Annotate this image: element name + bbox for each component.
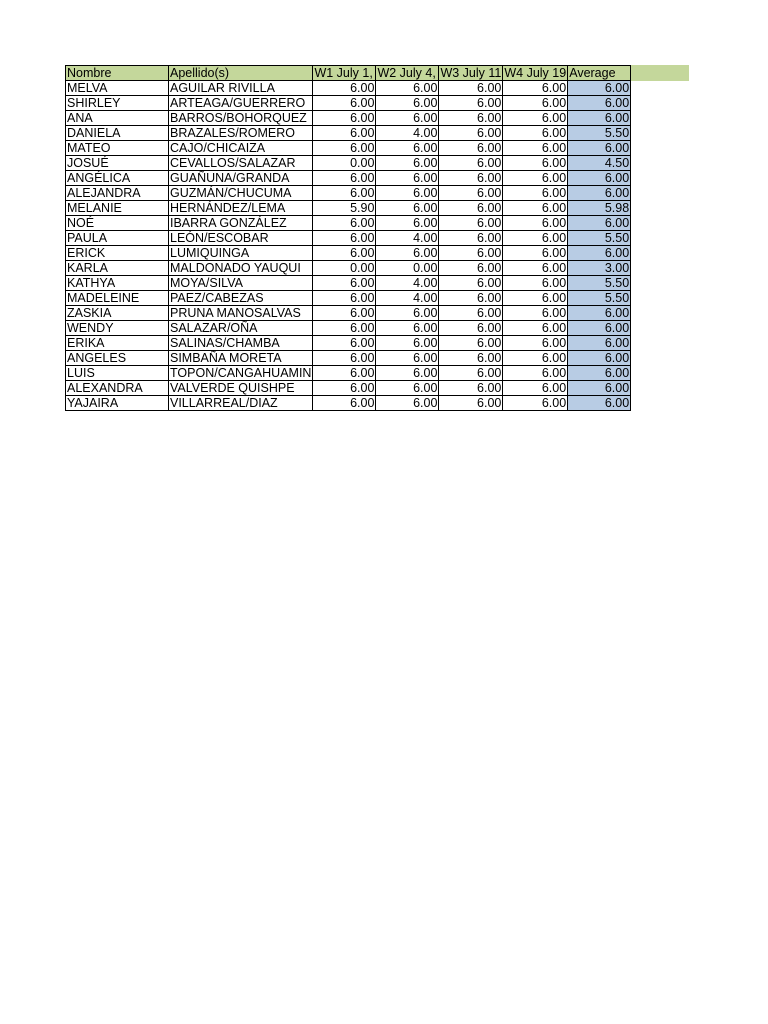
cell-w1[interactable]: 6.00 (313, 246, 376, 261)
cell-w1[interactable]: 6.00 (313, 321, 376, 336)
cell-w3[interactable]: 6.00 (439, 186, 503, 201)
cell-average[interactable]: 6.00 (568, 111, 631, 126)
cell-apellidos[interactable]: GUZMÁN/CHUCUMA (169, 186, 313, 201)
cell-average[interactable]: 5.50 (568, 231, 631, 246)
cell-nombre[interactable]: ANGELES (66, 351, 169, 366)
cell-w4[interactable]: 6.00 (503, 306, 568, 321)
cell-nombre[interactable]: PAULA (66, 231, 169, 246)
table-row (66, 216, 631, 231)
cell-w3[interactable]: 6.00 (439, 201, 503, 216)
cell-w4[interactable]: 6.00 (503, 381, 568, 396)
header-average[interactable]: Average (568, 66, 631, 81)
cell-average[interactable]: 6.00 (568, 141, 631, 156)
cell-average[interactable]: 6.00 (568, 96, 631, 111)
cell-w4[interactable]: 6.00 (503, 141, 568, 156)
cell-nombre[interactable]: ANA (66, 111, 169, 126)
cell-apellidos[interactable]: VALVERDE QUISHPE (169, 381, 313, 396)
cell-apellidos[interactable]: BARROS/BOHORQUEZ (169, 111, 313, 126)
cell-apellidos[interactable]: LEÓN/ESCOBAR (169, 231, 313, 246)
cell-w1[interactable]: 6.00 (313, 111, 376, 126)
table-row (66, 126, 631, 141)
cell-w4[interactable]: 6.00 (503, 396, 568, 411)
cell-nombre[interactable]: KARLA (66, 261, 169, 276)
cell-w1[interactable]: 6.00 (313, 351, 376, 366)
cell-w1[interactable]: 6.00 (313, 81, 376, 96)
cell-w1[interactable]: 6.00 (313, 96, 376, 111)
cell-w3[interactable]: 6.00 (439, 96, 503, 111)
table-row (66, 291, 631, 306)
cell-nombre[interactable]: WENDY (66, 321, 169, 336)
cell-w4[interactable]: 6.00 (503, 351, 568, 366)
cell-average[interactable]: 6.00 (568, 81, 631, 96)
cell-average[interactable]: 5.50 (568, 291, 631, 306)
cell-w1[interactable]: 5.90 (313, 201, 376, 216)
cell-apellidos[interactable]: AGUILAR RIVILLA (169, 81, 313, 96)
cell-w2[interactable]: 4.00 (376, 231, 439, 246)
cell-nombre[interactable]: MELANIE (66, 201, 169, 216)
cell-average[interactable]: 3.00 (568, 261, 631, 276)
cell-average[interactable]: 6.00 (568, 306, 631, 321)
header-nombre[interactable]: Nombre (66, 66, 169, 81)
cell-w4[interactable]: 6.00 (503, 231, 568, 246)
header-fill-extension (627, 65, 689, 81)
header-apellidos[interactable]: Apellido(s) (169, 66, 313, 81)
cell-average[interactable]: 4.50 (568, 156, 631, 171)
cell-w1[interactable]: 6.00 (313, 366, 376, 381)
cell-apellidos[interactable]: MOYA/SILVA (169, 276, 313, 291)
cell-nombre[interactable]: ERICK (66, 246, 169, 261)
cell-nombre[interactable]: NOÉ (66, 216, 169, 231)
header-w2[interactable]: W2 July 4, (376, 66, 439, 81)
cell-w4[interactable]: 6.00 (503, 186, 568, 201)
cell-average[interactable]: 6.00 (568, 216, 631, 231)
cell-w2[interactable]: 4.00 (376, 126, 439, 141)
cell-apellidos[interactable]: VILLARREAL/DIAZ (169, 396, 313, 411)
table-row (66, 81, 631, 96)
cell-apellidos[interactable]: IBARRA GONZÁLEZ (169, 216, 313, 231)
cell-w1[interactable]: 6.00 (313, 381, 376, 396)
cell-nombre[interactable]: ALEJANDRA (66, 186, 169, 201)
cell-w1[interactable]: 6.00 (313, 141, 376, 156)
cell-nombre[interactable]: MATEO (66, 141, 169, 156)
cell-w3[interactable]: 6.00 (439, 321, 503, 336)
spreadsheet (65, 65, 631, 411)
cell-w4[interactable]: 6.00 (503, 126, 568, 141)
cell-w4[interactable]: 6.00 (503, 201, 568, 216)
cell-apellidos[interactable]: SALINAS/CHAMBA (169, 336, 313, 351)
cell-nombre[interactable]: ZASKIA (66, 306, 169, 321)
cell-nombre[interactable]: MADELEINE (66, 291, 169, 306)
cell-w3[interactable]: 6.00 (439, 246, 503, 261)
cell-average[interactable]: 6.00 (568, 246, 631, 261)
header-w3[interactable]: W3 July 11 (440, 66, 502, 80)
cell-w3[interactable]: 6.00 (439, 396, 503, 411)
table-row (66, 186, 631, 201)
cell-w3[interactable]: 6.00 (439, 381, 503, 396)
cell-w2[interactable]: 6.00 (376, 396, 439, 411)
cell-w4[interactable]: 6.00 (503, 81, 568, 96)
cell-w3[interactable]: 6.00 (439, 231, 503, 246)
table-row (66, 366, 631, 381)
cell-w3[interactable]: 6.00 (439, 126, 503, 141)
cell-w3[interactable]: 6.00 (439, 366, 503, 381)
cell-nombre[interactable]: JOSUÉ (66, 156, 169, 171)
table-row (66, 276, 631, 291)
cell-w3[interactable]: 6.00 (439, 351, 503, 366)
cell-w2[interactable]: 6.00 (376, 96, 439, 111)
cell-apellidos[interactable]: CEVALLOS/SALAZAR (169, 156, 313, 171)
header-row (66, 66, 631, 81)
cell-w2[interactable]: 6.00 (376, 81, 439, 96)
table-row (66, 156, 631, 171)
cell-w3[interactable]: 6.00 (439, 141, 503, 156)
cell-w2[interactable]: 6.00 (376, 171, 439, 186)
cell-w1[interactable]: 6.00 (313, 306, 376, 321)
table-row (66, 306, 631, 321)
table-row (66, 111, 631, 126)
cell-w2[interactable]: 6.00 (376, 306, 439, 321)
cell-w2[interactable]: 6.00 (376, 366, 439, 381)
cell-w4[interactable]: 6.00 (503, 216, 568, 231)
cell-w4[interactable]: 6.00 (503, 111, 568, 126)
table-row (66, 231, 631, 246)
cell-w4[interactable]: 6.00 (503, 156, 568, 171)
table-row (66, 201, 631, 216)
cell-apellidos[interactable]: TOPON/CANGAHUAMIN (170, 366, 312, 380)
cell-average[interactable]: 6.00 (568, 186, 631, 201)
cell-w3[interactable]: 6.00 (439, 261, 503, 276)
cell-nombre[interactable]: ALEXANDRA (66, 381, 169, 396)
cell-apellidos[interactable]: PAEZ/CABEZAS (169, 291, 313, 306)
cell-w1[interactable]: 0.00 (313, 261, 376, 276)
cell-w4[interactable]: 6.00 (503, 336, 568, 351)
cell-w4[interactable]: 6.00 (503, 96, 568, 111)
header-w1[interactable]: W1 July 1, (313, 66, 376, 81)
cell-nombre[interactable]: LUIS (66, 366, 169, 381)
cell-w2[interactable]: 4.00 (376, 276, 439, 291)
table-row (66, 336, 631, 351)
cell-w3[interactable]: 6.00 (439, 81, 503, 96)
cell-nombre[interactable]: MELVA (66, 81, 169, 96)
cell-w2[interactable]: 6.00 (376, 336, 439, 351)
cell-w1[interactable]: 6.00 (313, 291, 376, 306)
cell-apellidos[interactable]: GUAÑUNA/GRANDA (169, 171, 313, 186)
cell-w3[interactable]: 6.00 (439, 306, 503, 321)
cell-average[interactable]: 6.00 (568, 336, 631, 351)
cell-nombre[interactable]: KATHYA (66, 276, 169, 291)
cell-w2[interactable]: 4.00 (376, 291, 439, 306)
cell-apellidos[interactable]: LUMIQUINGA (169, 246, 313, 261)
cell-w2[interactable]: 6.00 (376, 186, 439, 201)
cell-w1[interactable]: 6.00 (313, 276, 376, 291)
cell-w2[interactable]: 6.00 (376, 351, 439, 366)
cell-w4[interactable]: 6.00 (503, 321, 568, 336)
cell-w4[interactable]: 6.00 (503, 246, 568, 261)
table-row (66, 171, 631, 186)
cell-apellidos[interactable]: HERNÁNDEZ/LEMA (169, 201, 313, 216)
cell-average[interactable]: 6.00 (568, 321, 631, 336)
cell-w3[interactable]: 6.00 (439, 156, 503, 171)
cell-w3[interactable]: 6.00 (439, 171, 503, 186)
cell-average[interactable]: 5.50 (568, 276, 631, 291)
cell-apellidos[interactable]: SALAZAR/OÑA (169, 321, 313, 336)
cell-average[interactable]: 5.50 (568, 126, 631, 141)
table-row (66, 141, 631, 156)
table-row (66, 321, 631, 336)
cell-w3[interactable]: 6.00 (439, 111, 503, 126)
cell-w4[interactable]: 6.00 (503, 171, 568, 186)
cell-w2[interactable]: 6.00 (376, 321, 439, 336)
cell-w1[interactable]: 6.00 (313, 186, 376, 201)
cell-w4[interactable]: 6.00 (503, 366, 568, 381)
cell-w2[interactable]: 6.00 (376, 381, 439, 396)
cell-w3[interactable]: 6.00 (439, 276, 503, 291)
table-row (66, 381, 631, 396)
cell-nombre[interactable]: DANIELA (66, 126, 169, 141)
cell-nombre[interactable]: SHIRLEY (66, 96, 169, 111)
cell-w1[interactable]: 6.00 (313, 171, 376, 186)
cell-w2[interactable]: 6.00 (376, 141, 439, 156)
cell-w2[interactable]: 6.00 (376, 111, 439, 126)
cell-w1[interactable]: 6.00 (313, 396, 376, 411)
cell-apellidos[interactable]: BRAZALES/ROMERO (169, 126, 313, 141)
cell-w1[interactable]: 6.00 (313, 126, 376, 141)
cell-w3[interactable]: 6.00 (439, 216, 503, 231)
cell-average[interactable]: 6.00 (568, 366, 631, 381)
cell-w2[interactable]: 6.00 (376, 156, 439, 171)
table-row (66, 261, 631, 276)
cell-average[interactable]: 6.00 (568, 171, 631, 186)
cell-w4[interactable]: 6.00 (503, 276, 568, 291)
cell-w1[interactable]: 6.00 (313, 336, 376, 351)
cell-w2[interactable]: 0.00 (376, 261, 439, 276)
cell-w1[interactable]: 6.00 (313, 216, 376, 231)
cell-w2[interactable]: 6.00 (376, 201, 439, 216)
cell-apellidos[interactable]: ARTEAGA/GUERRERO (169, 96, 313, 111)
cell-apellidos[interactable]: CAJO/CHICAIZA (169, 141, 313, 156)
cell-w3[interactable]: 6.00 (439, 336, 503, 351)
cell-w1[interactable]: 0.00 (313, 156, 376, 171)
table-row (66, 96, 631, 111)
header-w4[interactable]: W4 July 19 (504, 66, 567, 80)
cell-nombre[interactable]: ERIKA (66, 336, 169, 351)
cell-average[interactable]: 6.00 (568, 381, 631, 396)
cell-w4[interactable]: 6.00 (503, 291, 568, 306)
cell-w2[interactable]: 6.00 (376, 246, 439, 261)
cell-apellidos[interactable]: SIMBAÑA MORETA (169, 351, 313, 366)
table-row (66, 396, 631, 411)
table-row (66, 351, 631, 366)
cell-nombre[interactable]: YAJAIRA (66, 396, 169, 411)
cell-nombre[interactable]: ANGÉLICA (66, 171, 169, 186)
cell-average[interactable]: 6.00 (568, 351, 631, 366)
cell-apellidos[interactable]: PRUNA MANOSALVAS (169, 306, 313, 321)
table-row (66, 246, 631, 261)
cell-apellidos[interactable]: MALDONADO YAUQUI (169, 261, 313, 276)
cell-average[interactable]: 5.98 (568, 201, 631, 216)
cell-w4[interactable]: 6.00 (503, 261, 568, 276)
cell-average[interactable]: 6.00 (568, 396, 631, 411)
cell-w2[interactable]: 6.00 (376, 216, 439, 231)
cell-w3[interactable]: 6.00 (439, 291, 503, 306)
cell-w1[interactable]: 6.00 (313, 231, 376, 246)
grades-table (65, 65, 631, 411)
